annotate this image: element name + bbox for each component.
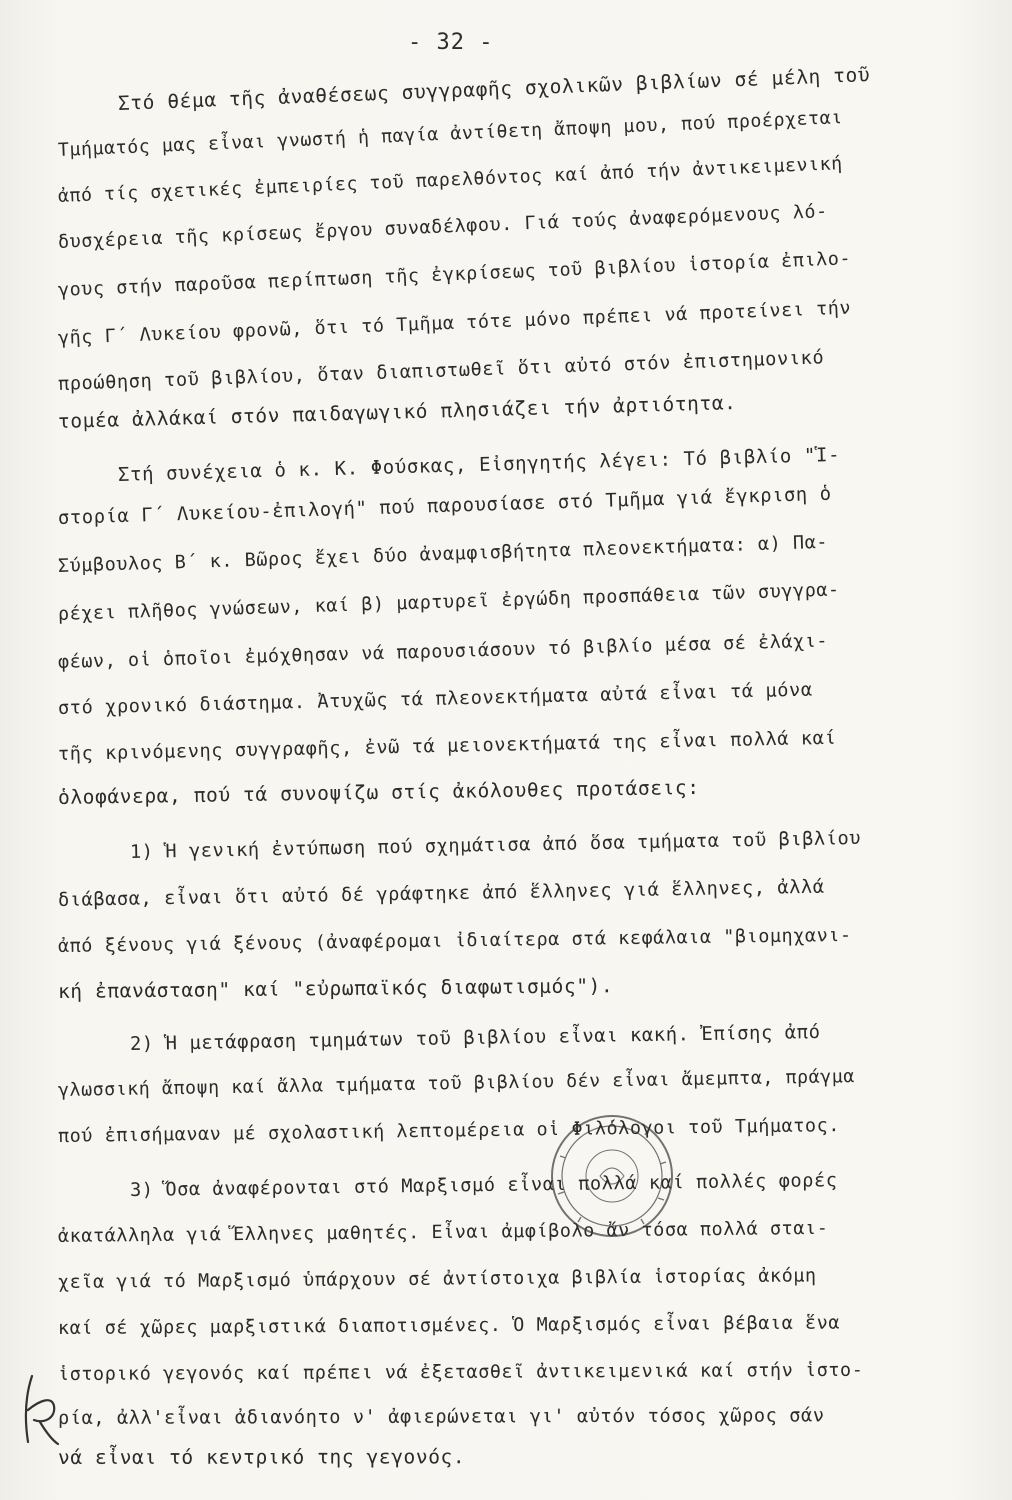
text-line: Σύμβουλος Β΄ κ. Βῶρος ἔχει δύο ἀναμφισβήτητα πλεονεκτήματα: α) Πα- (57, 531, 829, 577)
text-line: Στή συνέχεια ὁ κ. Κ. Φούσκας, Εἰσηγητής λέγει: Τό βιβλίο "Ἱ- (117, 443, 841, 486)
text-line: ρία, ἀλλ'εἶναι ἀδιανόητο ν' ἀφιερώνεται γι' αὐτόν τόσος χῶρος σάν (57, 1405, 825, 1429)
text-line: καί σέ χῶρες μαρξιστικά διαποτισμένες. Ὁ Μαρξισμός εἶναι βέβαια ἕνα (57, 1312, 841, 1339)
text-line: ἀπό ξένους γιά ξένους (ἀναφέρομαι ἰδιαίτερα στά κεφάλαια "βιομηχανι- (57, 924, 852, 957)
text-line: δυσχέρεια τῆς κρίσεως ἔργου συναδέλφου. Γιά τούς ἀναφερόμενους λό- (57, 201, 829, 253)
page-number: - 32 - (408, 30, 494, 55)
text-line: προώθηση τοῦ βιβλίου, ὅταν διαπιστωθεῖ ὅτι αὐτό στόν ἐπιστημονικό (57, 347, 825, 395)
text-line: χεῖα γιά τό Μαρξισμό ὑπάρχουν σέ ἀντίστοιχα βιβλία ἱστορίας ἀκόμη (57, 1265, 817, 1293)
text-line: ἀκατάλληλα γιά Ἕλληνες μαθητές. Εἶναι ἀμφίβολο ἄν τόσα πολλά σται- (57, 1217, 829, 1247)
text-line: ὁλοφάνερα, πού τά συνοψίζω στίς ἀκόλουθες προτάσεις: (57, 775, 700, 809)
text-line: ρέχει πλῆθος γνώσεων, καί β) μαρτυρεῖ ἐργώδη προσπάθεια τῶν συγγρα- (57, 579, 840, 625)
text-line: στό χρονικό διάστημα. Ἀτυχῶς τά πλεονεκτήματα αὐτά εἶναι τά μόνα (57, 679, 813, 719)
text-line: 2) Ἡ μετάφραση τμημάτων τοῦ βιβλίου εἶναι κακή. Ἐπίσης ἀπό (129, 1021, 821, 1055)
text-line: 3) Ὅσα ἀναφέρονται στό Μαρξισμό εἶναι πολλά καί πολλές φορές (129, 1170, 838, 1201)
text-line: γλωσσική ἄποψη καί ἄλλα τμήματα τοῦ βιβλίου δέν εἶναι ἄμεμπτα, πράγμα (57, 1066, 855, 1101)
text-line: πού ἐπισήμαναν μέ σχολαστική λεπτομέρεια οἱ Φιλόλογοι τοῦ Τμήματος. (57, 1115, 841, 1147)
text-line: φέων, οἱ ὁποῖοι ἐμόχθησαν νά παρουσιάσουν τό βιβλίο μέσα σέ ἐλάχι- (57, 630, 829, 673)
text-line: γῆς Γ΄ Λυκείου φρονῶ, ὅτι τό Τμῆμα τότε μόνο πρέπει νά προτείνει τήν (57, 297, 852, 349)
text-line: ἱστορικό γεγονός καί πρέπει νά ἐξετασθεῖ ἀντικειμενικά καί στήν ἱστο- (57, 1359, 864, 1385)
text-line: Στό θέμα τῆς ἀναθέσεως συγγραφῆς σχολικῶν βιβλίων σέ μέλη τοῦ (117, 63, 871, 115)
text-line: διάβασα, εἶναι ὅτι αὐτό δέ γράφτηκε ἀπό ἕλληνες γιά ἕλληνες, ἀλλά (57, 876, 825, 911)
text-line: τομέα ἀλλάκαί στόν παιδαγωγικό πλησιάζει τήν ἀρτιότητα. (57, 391, 737, 433)
text-line: γους στήν παροῦσα περίπτωση τῆς ἐγκρίσεως τοῦ βιβλίου ἱστορία ἐπιλο- (57, 248, 852, 301)
text-line: Τμήματός μας εἶναι γνωστή ἡ παγία ἀντίθετη ἄποψη μου, πού προέρχεται (57, 107, 844, 161)
text-line: κή ἐπανάσταση" καί "εὐρωπαϊκός διαφωτισμός"). (57, 974, 614, 1003)
margin-signature (18, 1370, 62, 1450)
text-line: νά εἶναι τό κεντρικό της γεγονός. (57, 1445, 466, 1469)
text-line: 1) Ἡ γενική ἐντύπωση πού σχημάτισα ἀπό ὅσα τμήματα τοῦ βιβλίου (129, 827, 862, 863)
text-line: ἀπό τίς σχετικές ἐμπειρίες τοῦ παρελθόντος καί ἀπό τήν ἀντικειμενική (57, 153, 844, 207)
text-line: στορία Γ΄ Λυκείου-ἐπιλογή" πού παρουσίασε στό Τμῆμα γιά ἔγκριση ὁ (57, 483, 832, 529)
text-line: τῆς κρινόμενης συγγραφῆς, ἐνῶ τά μειονεκτήματά της εἶναι πολλά καί (57, 727, 837, 765)
